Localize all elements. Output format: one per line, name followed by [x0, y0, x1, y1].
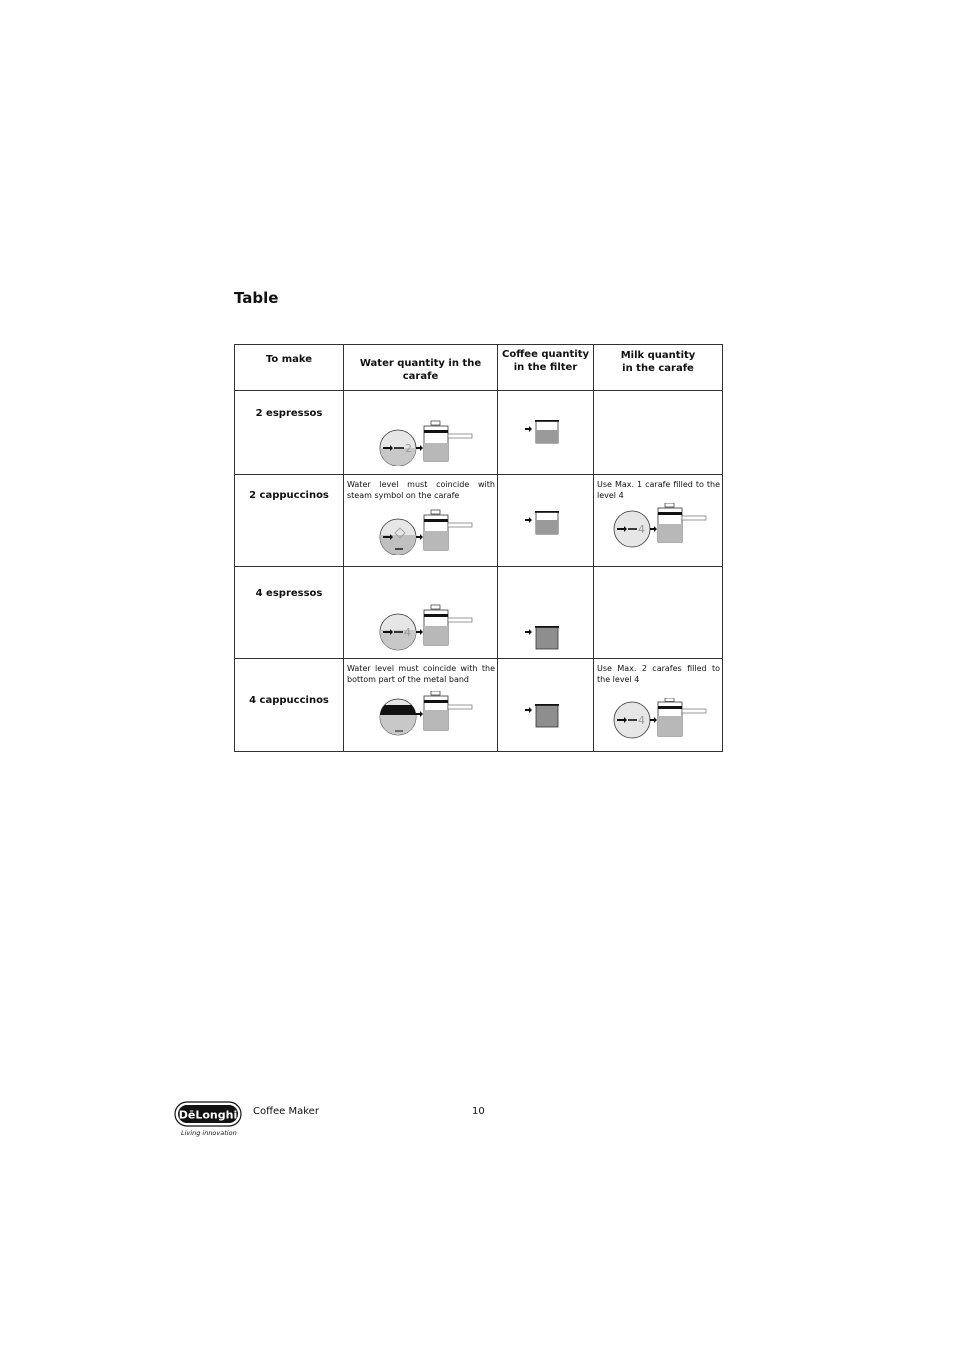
carafe-level-icon — [612, 503, 712, 553]
milk-note: Use Max. 2 carafes filled to the level 4 — [597, 664, 720, 684]
coffee-filter-icon — [524, 508, 564, 538]
table-row — [235, 659, 723, 752]
header-to-make: To make — [235, 345, 344, 391]
page-number: 10 — [472, 1106, 485, 1117]
arrow-right-icon — [525, 517, 532, 523]
table-row — [235, 475, 723, 567]
footer-title: Coffee Maker — [253, 1106, 319, 1117]
brand-tagline: Living innovation — [181, 1129, 237, 1137]
coffee-filter-icon — [524, 417, 564, 447]
water-note: Water level must coincide with steam symbol on the carafe — [347, 480, 495, 500]
level-mark: 2 — [405, 442, 412, 455]
level-mark: 4 — [638, 714, 645, 727]
row-label: 2 cappuccinos — [249, 490, 329, 501]
header-water: Water quantity in the carafe — [344, 345, 498, 391]
level-mark: 4 — [404, 626, 411, 639]
row-label: 2 espressos — [255, 408, 323, 419]
milk-note: Use Max. 1 carafe filled to the level 4 — [597, 480, 720, 500]
table-row — [235, 567, 723, 659]
header-milk: Milk quantity in the carafe — [594, 345, 723, 391]
level-mark: 4 — [638, 523, 645, 536]
row-label: 4 espressos — [255, 588, 323, 599]
svg-text:DēLonghi: DēLonghi — [178, 1108, 238, 1122]
arrow-right-icon — [525, 629, 532, 635]
arrow-right-icon — [525, 426, 532, 432]
carafe-level-icon — [612, 698, 712, 748]
coffee-filter-icon — [524, 623, 564, 653]
water-note: Water level must coincide with the bottom part of the metal band — [347, 664, 495, 684]
carafe-level-icon — [378, 691, 478, 741]
header-coffee: Coffee quantity in the filter — [498, 345, 594, 391]
carafe-level-icon — [378, 602, 478, 652]
carafe-level-icon — [378, 505, 478, 555]
table-header-row — [235, 345, 723, 391]
row-label: 4 cappuccinos — [249, 695, 329, 706]
quantity-table — [234, 344, 723, 752]
coffee-filter-icon — [524, 701, 564, 731]
table-row — [235, 391, 723, 475]
brand-logo — [174, 1101, 242, 1131]
arrow-right-icon — [525, 707, 532, 713]
page-title: Table — [234, 289, 279, 307]
carafe-level-icon — [378, 416, 478, 466]
